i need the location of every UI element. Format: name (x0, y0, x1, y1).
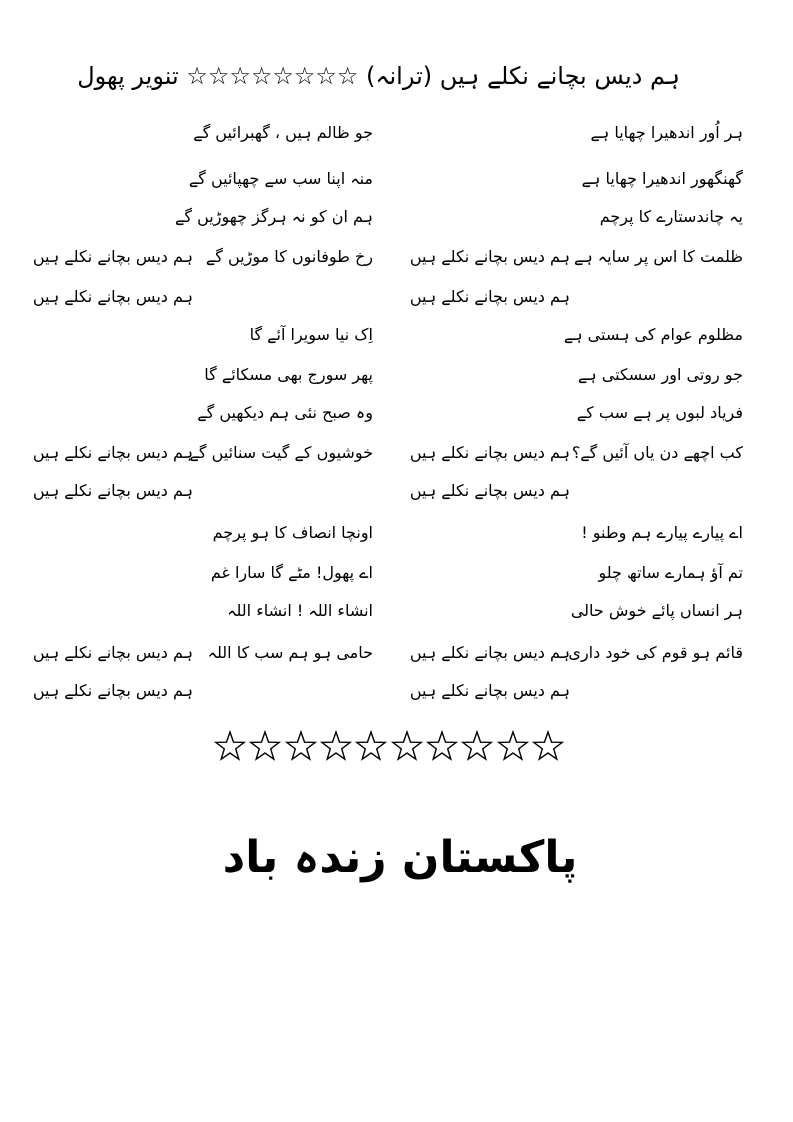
star-icon (426, 730, 458, 762)
verse-line: وہ صبح نئی ہم دیکھیں گے (197, 403, 373, 422)
refrain-line: ہم دیس بچانے نکلے ہیں (32, 247, 193, 266)
verse-line: فریاد لبوں پر ہے سب کے (576, 403, 743, 422)
star-icon (532, 730, 564, 762)
verse-line: حامی ہو ہم سب کا اللہ (207, 643, 373, 662)
star-icon (355, 730, 387, 762)
verse-line: قائم ہو قوم کی خود داری (568, 643, 743, 662)
refrain-line: ہم دیس بچانے نکلے ہیں (409, 481, 570, 500)
verse-line: رخ طوفانوں کا موڑیں گے (205, 247, 373, 266)
refrain-line: ہم دیس بچانے نکلے ہیں (409, 287, 570, 306)
verse-line: انشاء اللہ ! انشاء اللہ (227, 601, 373, 620)
refrain-line: ہم دیس بچانے نکلے ہیں (32, 287, 193, 306)
verse-line: اونچا انصاف کا ہو پرچم (212, 523, 373, 542)
verse-line: اے پیارے پیارے ہم وطنو ! (581, 523, 743, 542)
refrain-line: ہم دیس بچانے نکلے ہیں (409, 681, 570, 700)
refrain-line: ہم دیس بچانے نکلے ہیں (32, 643, 193, 662)
verse-line: تم آؤ ہمارے ساتھ چلو (598, 563, 743, 582)
refrain-line: ہم دیس بچانے نکلے ہیں (409, 443, 570, 462)
star-icon (497, 730, 529, 762)
verse-line: اِک نیا سویرا آئے گا (249, 325, 373, 344)
refrain-line: ہم دیس بچانے نکلے ہیں (409, 643, 570, 662)
star-icon (249, 730, 281, 762)
refrain-line: ہم دیس بچانے نکلے ہیں (409, 247, 570, 266)
verse-line: خوشیوں کے گیت سنائیں گے (189, 443, 373, 462)
verse-line: جو روتی اور سسکتی ہے (577, 365, 743, 384)
verse-line: منہ اپنا سب سے چھپائیں گے (188, 169, 373, 188)
star-divider (214, 730, 564, 778)
motto-pakistan-zindabad: پاکستان زندہ باد (222, 832, 578, 883)
star-icon (320, 730, 352, 762)
star-icon (285, 730, 317, 762)
verse-line: اے پھول! مٹے گا سارا غم (210, 563, 373, 582)
verse-line: گھنگھور اندھیرا چھایا ہے (581, 169, 743, 188)
refrain-line: ہم دیس بچانے نکلے ہیں (32, 681, 193, 700)
star-icon (461, 730, 493, 762)
star-icon (214, 730, 246, 762)
verse-line: ظلمت کا اس پر سایہ ہے (573, 247, 743, 266)
refrain-line: ہم دیس بچانے نکلے ہیں (32, 481, 193, 500)
verse-line: ہر اُور اندھیرا چھایا ہے (590, 123, 743, 142)
verse-line: مظلوم عوام کی ہستی ہے (563, 325, 743, 344)
verse-line: ہم ان کو نہ ہرگز چھوڑیں گے (175, 207, 373, 226)
verse-line: یہ چاندستارے کا پرچم (599, 207, 743, 226)
verse-line: پھر سورج بھی مسکائے گا (204, 365, 373, 384)
refrain-line: ہم دیس بچانے نکلے ہیں (32, 443, 193, 462)
star-icon (391, 730, 423, 762)
verse-line: ہر انساں پائے خوش حالی (570, 601, 743, 620)
poem-title: ہم دیس بچانے نکلے ہیں (ترانہ) ☆☆☆☆☆☆☆☆ تنویر پھول (77, 62, 680, 90)
verse-line: جو ظالم ہیں ، گھبرائیں گے (193, 123, 373, 142)
verse-line: کب اچھے دن یاں آئیں گے؟ (571, 443, 743, 462)
